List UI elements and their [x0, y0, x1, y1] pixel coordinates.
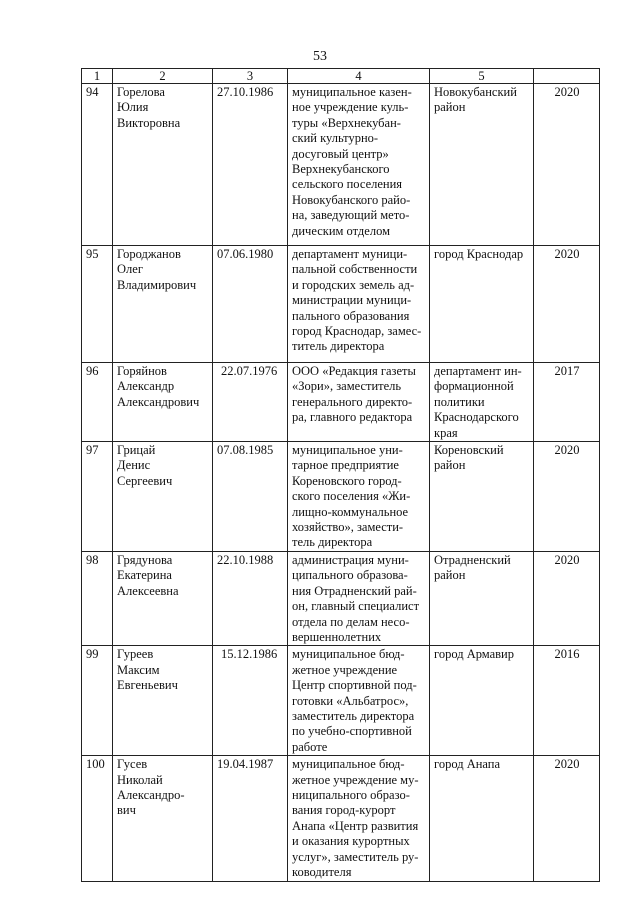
row-number: 97	[82, 442, 113, 552]
header-col-1: 1	[82, 69, 113, 84]
person-name: Горяйнов Александр Александрович	[113, 363, 213, 442]
birth-date: 15.12.1986	[213, 646, 288, 756]
header-col-5: 5	[430, 69, 534, 84]
organization-position: муниципальное казен- ное учреждение куль- туры «Верхнекубан- ский культурно- досуговый центр» Верхнекубанского сельского поселения Новокубанского райо- на, заведующий мето- дическим отделом	[288, 84, 430, 246]
row-number: 94	[82, 84, 113, 246]
organization-position: ООО «Редакция газеты «Зори», заместитель генерального директо- ра, главного редактора	[288, 363, 430, 442]
registry-table	[81, 68, 600, 882]
table-header-row	[82, 69, 600, 84]
inclusion-year: 2017	[534, 363, 600, 442]
organization-position: муниципальное бюд- жетное учреждение му- ниципального образо- вания город-курорт Анапа «Центр развития и оказания курортных услуг», заместитель ру- ководителя	[288, 756, 430, 882]
header-col-2: 2	[113, 69, 213, 84]
table-row	[82, 646, 600, 756]
table-row	[82, 551, 600, 645]
person-name: Горелова Юлия Викторовна	[113, 84, 213, 246]
organization-position: администрация муни- ципального образова- ния Отрадненский рай- он, главный специалист отдела по делам несо- вершеннолетних	[288, 551, 430, 645]
inclusion-year: 2020	[534, 756, 600, 882]
municipality: город Армавир	[430, 646, 534, 756]
header-col-3: 3	[213, 69, 288, 84]
birth-date: 07.06.1980	[213, 246, 288, 363]
birth-date: 27.10.1986	[213, 84, 288, 246]
row-number: 95	[82, 246, 113, 363]
organization-position: муниципальное уни- тарное предприятие Кореновского город- ского поселения «Жи- лищно-коммунальное хозяйство», замести- тель директора	[288, 442, 430, 552]
row-number: 98	[82, 551, 113, 645]
municipality: город Краснодар	[430, 246, 534, 363]
organization-position: департамент муници- пальной собственности и городских земель ад- министрации муници- пального образования город Краснодар, замес- титель директора	[288, 246, 430, 363]
table-row	[82, 756, 600, 882]
page-number: 53	[313, 49, 327, 64]
municipality: департамент ин- формационной политики Краснодарского края	[430, 363, 534, 442]
person-name: Гуреев Максим Евгеньевич	[113, 646, 213, 756]
table-row	[82, 363, 600, 442]
birth-date: 07.08.1985	[213, 442, 288, 552]
birth-date: 19.04.1987	[213, 756, 288, 882]
person-name: Городжанов Олег Владимирович	[113, 246, 213, 363]
row-number: 99	[82, 646, 113, 756]
table-row	[82, 84, 600, 246]
table-row	[82, 442, 600, 552]
birth-date: 22.10.1988	[213, 551, 288, 645]
row-number: 96	[82, 363, 113, 442]
municipality: Новокубанский район	[430, 84, 534, 246]
inclusion-year: 2020	[534, 246, 600, 363]
inclusion-year: 2020	[534, 551, 600, 645]
inclusion-year: 2020	[534, 84, 600, 246]
municipality: Отрадненский район	[430, 551, 534, 645]
birth-date: 22.07.1976	[213, 363, 288, 442]
organization-position: муниципальное бюд- жетное учреждение Центр спортивной под- готовки «Альбатрос», заместитель директора по учебно-спортивной работе	[288, 646, 430, 756]
person-name: Грицай Денис Сергеевич	[113, 442, 213, 552]
municipality: Кореновский район	[430, 442, 534, 552]
row-number: 100	[82, 756, 113, 882]
person-name: Грядунова Екатерина Алексеевна	[113, 551, 213, 645]
header-col-4: 4	[288, 69, 430, 84]
inclusion-year: 2020	[534, 442, 600, 552]
table-row	[82, 246, 600, 363]
inclusion-year: 2016	[534, 646, 600, 756]
person-name: Гусев Николай Александро- вич	[113, 756, 213, 882]
header-col-6	[534, 69, 600, 84]
municipality: город Анапа	[430, 756, 534, 882]
